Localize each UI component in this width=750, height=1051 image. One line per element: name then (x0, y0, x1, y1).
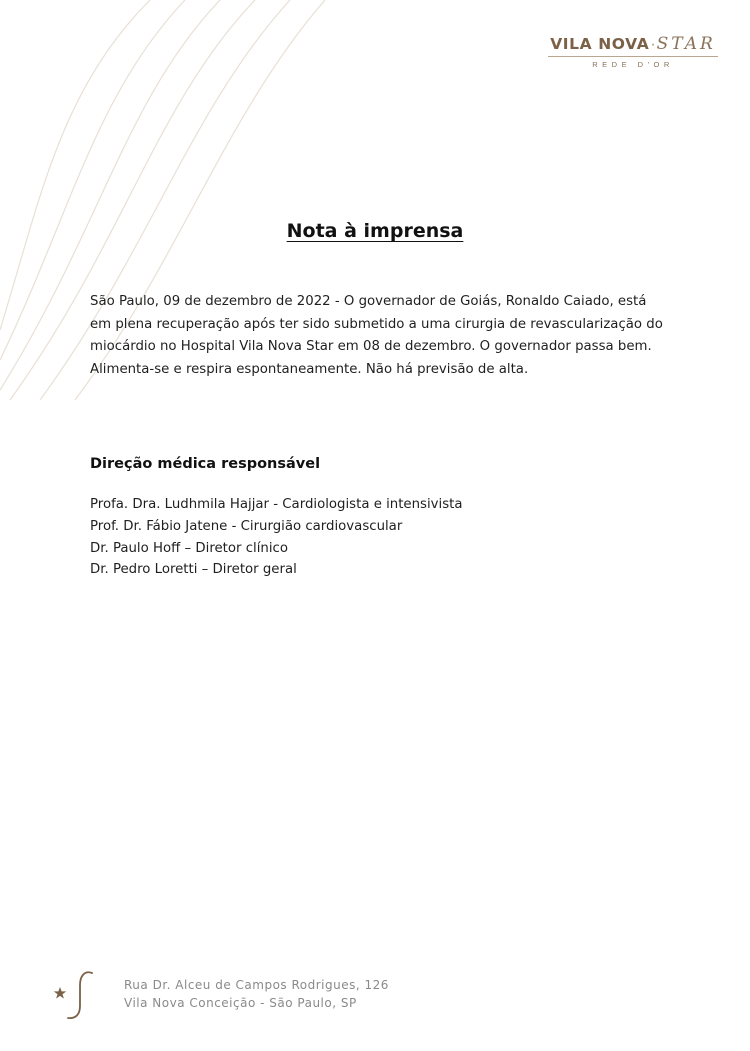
section-heading: Direção médica responsável (90, 456, 321, 472)
brand-name-right: STAR (656, 34, 716, 54)
brand-name-left: VILA NOVA (550, 35, 650, 53)
address-line-1: Rua Dr. Alceu de Campos Rodrigues, 126 (124, 978, 389, 992)
press-release-body: São Paulo, 09 de dezembro de 2022 - O governador de Goiás, Ronaldo Caiado, está em plena recuperação após ter sido submetido a uma cirurgia de revascularização do miocárdio no Hospital Vila Nova Star em 08 de dezembro. O governador passa bem. Alimenta-se e respira espontaneamente. Não há previsão de alta. (90, 294, 663, 377)
brand-logo (548, 34, 718, 69)
footer-address (124, 977, 389, 1012)
brand-divider (548, 56, 718, 57)
team-member: Prof. Dr. Fábio Jatene - Cirurgião cardiovascular (90, 518, 403, 534)
team-member: Profa. Dra. Ludhmila Hajjar - Cardiologista e intensivista (90, 497, 463, 512)
address-line-2: Vila Nova Conceição - São Paulo, SP (124, 995, 357, 1010)
medical-team-list (90, 494, 463, 581)
brand-subtitle: REDE D'OR (592, 60, 674, 69)
team-member: Dr. Pedro Loretti – Diretor geral (90, 562, 297, 578)
star-s-logo-icon (50, 968, 100, 1023)
team-member: Dr. Paulo Hoff – Diretor clínico (90, 540, 288, 556)
document-title: Nota à imprensa (286, 220, 464, 242)
brand-star-dot-icon: · (650, 36, 656, 53)
